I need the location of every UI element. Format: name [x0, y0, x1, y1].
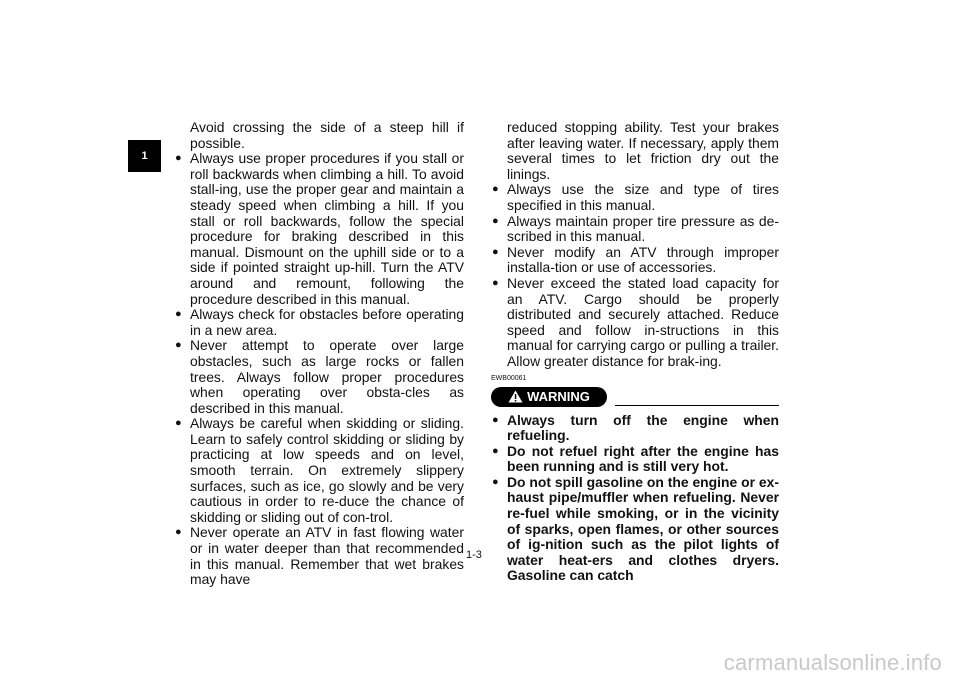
bullet-icon: ●	[492, 245, 499, 258]
warning-label: WARNING	[527, 388, 590, 404]
bullet-icon: ●	[492, 276, 499, 289]
list-item	[174, 416, 464, 525]
list-item-text: Never attempt to operate over large obstacles, such as large rocks or fallen trees. Always follow proper procedures when operating over obsta-cles as described in this manual.	[190, 337, 464, 416]
warning-rule	[615, 405, 779, 406]
warning-code: EWB00061	[491, 374, 527, 382]
left-intro: Avoid crossing the side of a steep hill if possible.	[190, 119, 464, 151]
list-item-text: Always be careful when skidding or sliding. Learn to safely control skidding or sliding by practicing at low speeds and on level, smooth terrain. On extremely slippery surfaces, such as ice, go slowly and be very cautious in order to re-duce the chance of skidding or sliding out of con-trol.	[190, 415, 464, 525]
right-column	[491, 120, 779, 584]
bullet-icon: ●	[175, 417, 182, 430]
list-item-text: Always check for obstacles before operating in a new area.	[190, 306, 464, 338]
chapter-tab-label: 1	[141, 150, 148, 162]
list-item	[174, 338, 464, 416]
bullet-icon: ●	[492, 214, 499, 227]
bullet-icon: ●	[492, 413, 499, 426]
list-item-text: Never operate an ATV in fast flowing water or in water deeper than that recommended in this manual. Remember that wet brakes may have	[190, 524, 464, 588]
list-item	[491, 245, 779, 276]
list-item-text: Never modify an ATV through improper installa-tion or use of accessories.	[507, 243, 779, 276]
list-item-text: Always use the size and type of tires specified in this manual.	[507, 181, 779, 213]
bullet-icon: ●	[492, 444, 499, 457]
warning-item-text: Always turn off the engine when refueling.	[507, 411, 779, 444]
watermark: carmanualsonline.info	[723, 650, 942, 675]
bullet-icon: ●	[175, 339, 182, 352]
warning-item	[491, 413, 779, 444]
bullet-icon: ●	[492, 183, 499, 196]
list-item	[174, 525, 464, 587]
left-column	[174, 120, 464, 588]
warning-header	[491, 385, 779, 411]
list-item	[174, 307, 464, 338]
list-item-text: Always maintain proper tire pressure as de-scribed in this manual.	[507, 212, 779, 245]
list-item-text: Always use proper procedures if you stall or roll backwards when climbing a hill. To avoid stall-ing, use the proper gear and maintain a steady speed when climbing a hill. If you stall or roll backwards, follow the special procedure for braking described in this manual. Dismount on the uphill side or to a side if pointed straight up-hill. Turn the ATV around and remount, following the procedure described in this manual.	[190, 150, 464, 307]
list-item-text: Never exceed the stated load capacity for an ATV. Cargo should be properly distributed and securely attached. Reduce speed and follow in-structions in this manual for carrying cargo or pulling a trailer. Allow greater distance for brak-ing.	[507, 274, 779, 369]
list-item	[491, 182, 779, 213]
bullet-icon: ●	[175, 152, 182, 165]
list-item	[491, 214, 779, 245]
bullet-icon: ●	[492, 475, 499, 488]
warning-triangle-icon	[508, 390, 523, 403]
bullet-icon: ●	[175, 526, 182, 539]
warning-badge	[491, 387, 607, 407]
warning-item-text: Do not spill gasoline on the engine or ex-haust pipe/muffler when refueling. Never re-fuel while smoking, or in the vicinity of sparks, open flames, or other sources of ig-nition such as the pilot lights of water heat-ers and clothes dryers. Gasoline can catch	[507, 473, 779, 584]
list-item	[174, 151, 464, 307]
list-item	[491, 276, 779, 370]
chapter-tab	[128, 140, 161, 172]
bullet-icon: ●	[175, 308, 182, 321]
warning-item	[491, 475, 779, 584]
warning-item	[491, 444, 779, 475]
right-continuation: reduced stopping ability. Test your brakes after leaving water. If necessary, apply them several times to let friction dry out the linings.	[507, 119, 779, 182]
warning-item-text: Do not refuel right after the engine has been running and is still very hot.	[507, 442, 779, 475]
page-number: 1-3	[466, 549, 482, 561]
